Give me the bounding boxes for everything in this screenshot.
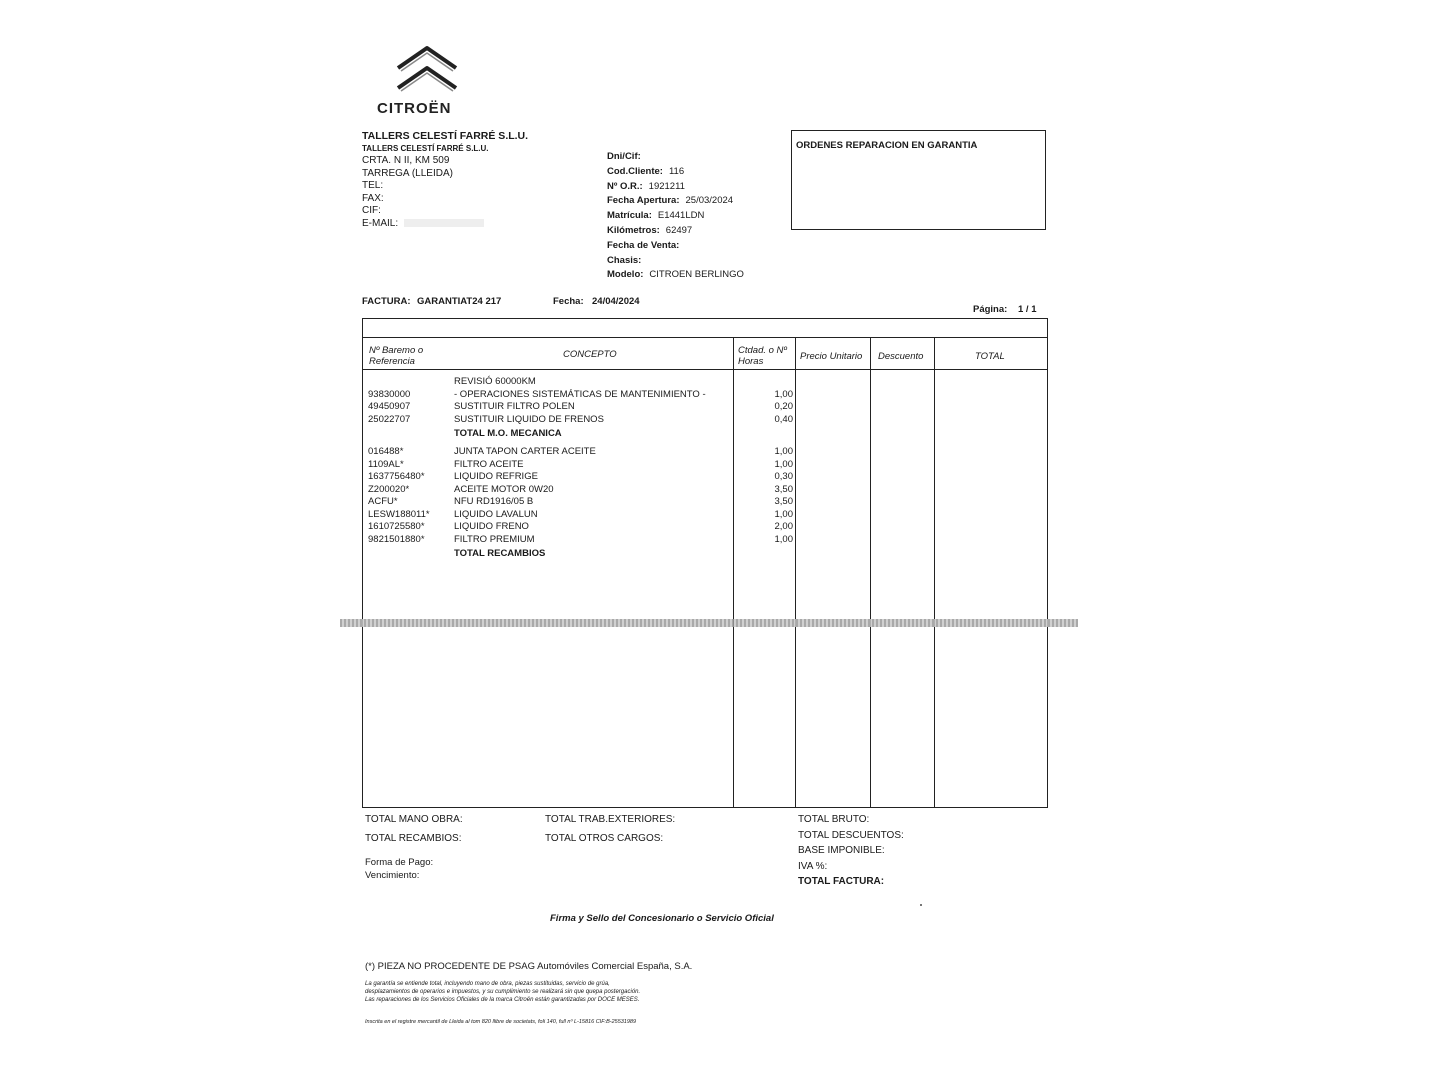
- scan-artifact-stripe: [340, 619, 1078, 627]
- fecha-venta-label: Fecha de Venta:: [607, 239, 680, 251]
- table-row: 93830000 - OPERACIONES SISTEMÁTICAS DE MANTENIMIENTO - 1,00: [368, 388, 793, 400]
- base-imponible-label: BASE IMPONIBLE:: [798, 845, 885, 856]
- company-address-1: CRTA. N II, KM 509: [362, 155, 450, 166]
- header-total: TOTAL: [975, 351, 1005, 362]
- total-mano-obra-label: TOTAL MANO OBRA:: [365, 814, 463, 825]
- company-fax-label: FAX:: [362, 192, 384, 204]
- header-referencia: Nº Baremo o Referencia: [369, 345, 424, 367]
- header-cantidad: Ctdad. o Nº Horas: [738, 345, 787, 367]
- or-label: Nº O.R.:: [607, 180, 643, 192]
- warranty-orders-title: ORDENES REPARACION EN GARANTIA: [796, 140, 978, 151]
- header-concepto: CONCEPTO: [563, 349, 617, 360]
- pagina-value: 1 / 1: [1018, 304, 1037, 315]
- company-info: [362, 130, 528, 230]
- column-divider: [870, 337, 871, 807]
- company-cif-label: CIF:: [362, 205, 381, 216]
- table-row: 1637756480* LIQUIDO REFRIGE 0,30: [368, 471, 793, 482]
- fecha-value: 24/04/2024: [592, 296, 640, 307]
- table-row: 25022707 SUSTITUIR LIQUIDO DE FRENOS 0,40: [368, 413, 793, 425]
- footnote: (*) PIEZA NO PROCEDENTE DE PSAG Automóviles Comercial España, S.A.: [365, 961, 693, 972]
- company-name: TALLERS CELESTÍ FARRÉ S.L.U.: [362, 130, 529, 142]
- factura-label: FACTURA:: [362, 296, 411, 307]
- table-row: 016488* JUNTA TAPON CARTER ACEITE 1,00: [368, 446, 793, 457]
- modelo-value: CITROEN BERLINGO: [649, 269, 744, 281]
- table-row: LESW188011* LIQUIDO LAVALUN 1,00: [368, 508, 793, 520]
- total-recambios-label: TOTAL RECAMBIOS:: [365, 832, 462, 844]
- scan-speck: [920, 904, 922, 906]
- payment-info: [365, 857, 433, 882]
- fecha-apertura-value: 25/03/2024: [685, 195, 734, 207]
- forma-pago-label: Forma de Pago:: [365, 857, 434, 868]
- cod-cliente-value: 116: [668, 165, 685, 177]
- total-trab-exteriores-label: TOTAL TRAB.EXTERIORES:: [545, 814, 676, 825]
- matricula-label: Matrícula:: [607, 210, 652, 222]
- or-value: 1921211: [648, 180, 685, 192]
- totals-left: [365, 812, 463, 846]
- km-label: Kilómetros:: [607, 224, 660, 236]
- company-email-label: E-MAIL:: [362, 217, 399, 229]
- table-row: 1109AL* FILTRO ACEITE 1,00: [368, 458, 793, 470]
- totals-middle: [545, 812, 675, 846]
- redacted-email: [404, 219, 484, 227]
- legal-line-1: La garantía se entiende total, incluyendo mano de obra, piezas sustituidas, servicio de grúa,: [365, 981, 610, 987]
- legal-text: [365, 980, 640, 1004]
- header-precio-unitario: Precio Unitario: [800, 351, 863, 362]
- company-address-2: TARREGA (LLEIDA): [362, 167, 453, 179]
- total-bruto-label: TOTAL BRUTO:: [798, 814, 870, 825]
- company-tel-label: TEL:: [362, 180, 384, 191]
- modelo-label: Modelo:: [607, 269, 644, 281]
- subtotal-row: TOTAL M.O. MECANICA: [454, 428, 562, 439]
- total-factura-label: TOTAL FACTURA:: [798, 876, 885, 887]
- km-value: 62497: [665, 224, 693, 236]
- total-descuentos-label: TOTAL DESCUENTOS:: [798, 829, 904, 841]
- signature-caption: Firma y Sello del Concesionario o Servicio Oficial: [550, 913, 774, 924]
- total-otros-cargos-label: TOTAL OTROS CARGOS:: [545, 832, 664, 844]
- table-row: Z200020* ACEITE MOTOR 0W20 3,50: [368, 483, 793, 495]
- fecha-apertura-label: Fecha Apertura:: [607, 195, 680, 207]
- table-row: 9821501880* FILTRO PREMIUM 1,00: [368, 533, 793, 545]
- warranty-orders-box: [791, 130, 1046, 230]
- fecha-label: Fecha:: [553, 296, 584, 307]
- table-row: ACFU* NFU RD1916/05 B 3,50: [368, 496, 793, 507]
- column-divider: [934, 337, 935, 807]
- iva-label: IVA %:: [798, 860, 828, 872]
- subtotal-row: TOTAL RECAMBIOS: [454, 548, 546, 559]
- table-top-band: [363, 319, 1047, 338]
- cod-cliente-label: Cod.Cliente:: [607, 165, 663, 177]
- totals-right: [798, 812, 904, 890]
- table-row: REVISIÓ 60000KM: [454, 376, 536, 387]
- client-info: [607, 150, 744, 283]
- header-descuento: Descuento: [878, 351, 924, 362]
- chasis-label: Chasis:: [607, 254, 642, 266]
- factura-number: GARANTIAT24 217: [417, 296, 502, 307]
- company-name-small: TALLERS CELESTÍ FARRÉ S.L.U.: [362, 143, 489, 153]
- pagina-label: Página:: [973, 304, 1008, 315]
- legal-line-3: Las reparaciones de los Servicios Oficiales de la marca Citroën están garantizadas por DOCE MESES.: [365, 997, 640, 1003]
- table-row: 1610725580* LIQUIDO FRENO 2,00: [368, 521, 793, 532]
- dni-label: Dni/Cif:: [607, 151, 641, 162]
- matricula-value: E1441LDN: [657, 210, 705, 222]
- brand-name: CITROËN: [377, 100, 452, 117]
- registry-text: Inscrita en el registre mercantil de Lleida al tom 820 llibre de societats, foli 140, full nº L-15816 CIF:B-25531989: [365, 1019, 637, 1025]
- legal-line-2: desplazamientos de operarios e impuestos, y su cumplimiento se realizará sin que quepa postergación.: [365, 989, 641, 995]
- table-header-divider: [363, 369, 1047, 370]
- table-row: 49450907 SUSTITUIR FILTRO POLEN 0,20: [368, 401, 793, 412]
- vencimiento-label: Vencimiento:: [365, 869, 420, 881]
